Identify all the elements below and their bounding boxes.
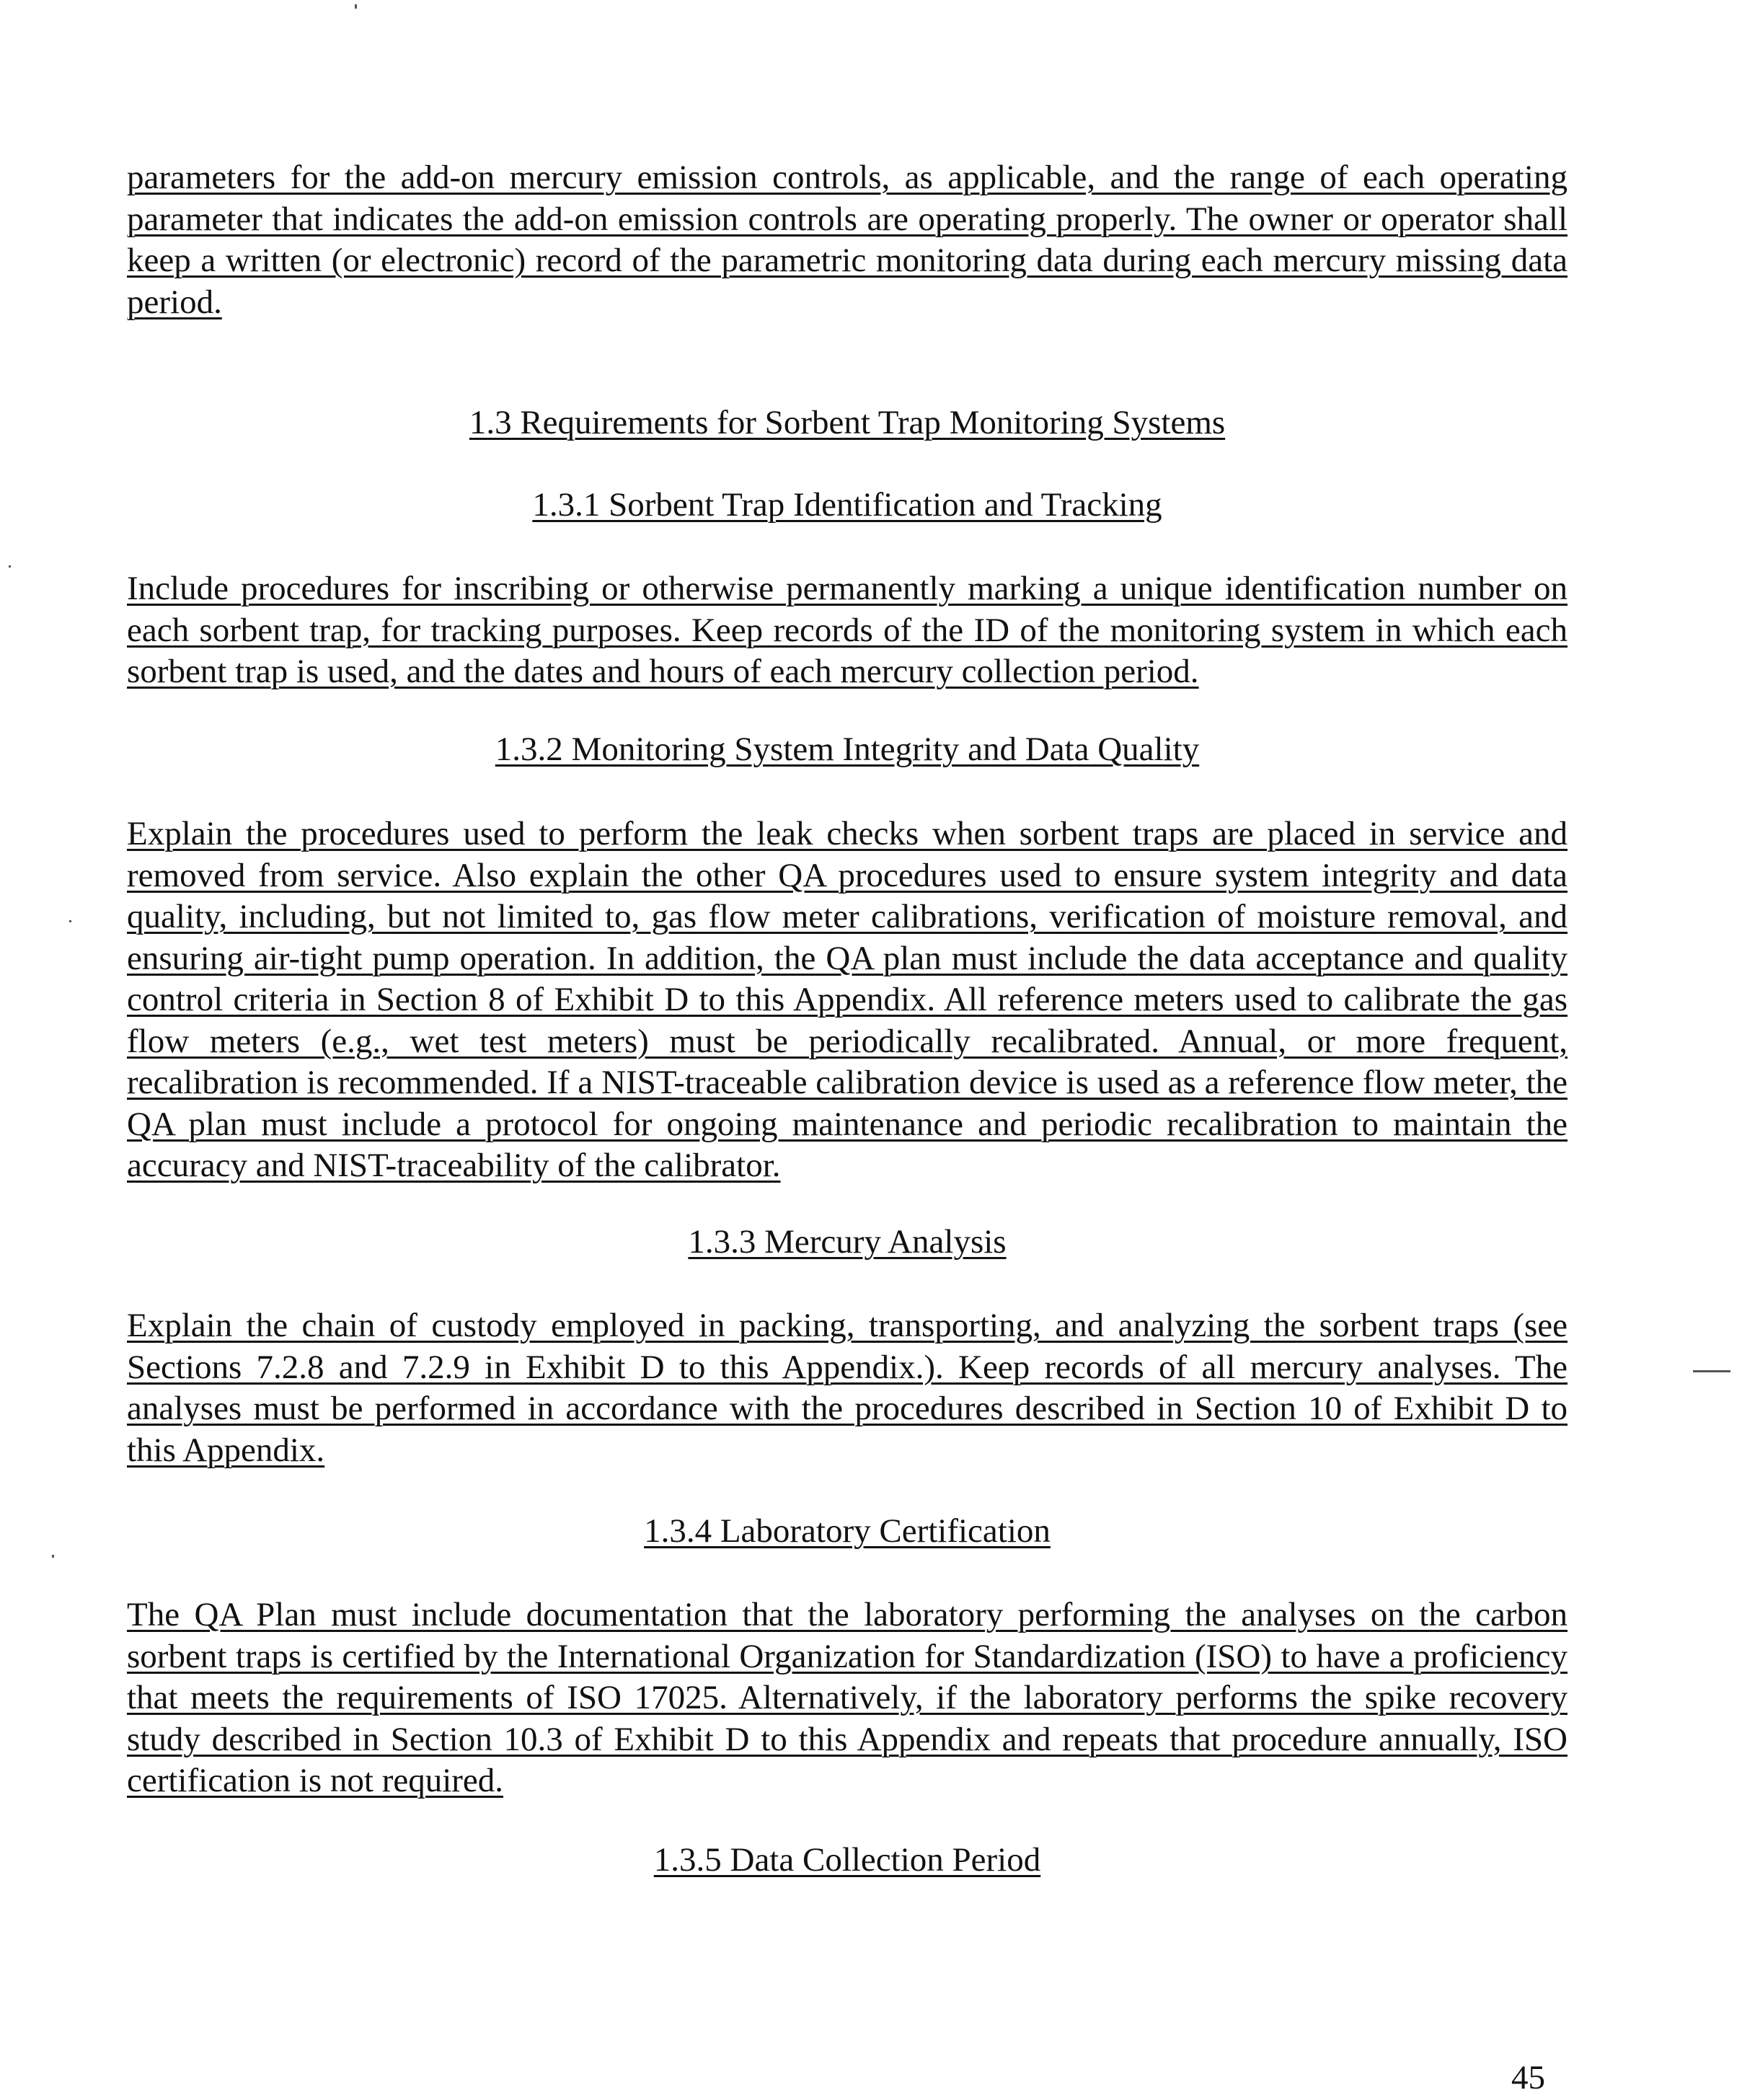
section-1-3-heading: 1.3 Requirements for Sorbent Trap Monitoring Systems bbox=[469, 404, 1226, 441]
identification-paragraph: Include procedures for inscribing or otherwise permanently marking a unique identification number on each sorbent trap, for tracking purposes. Keep records of the ID of the monitoring system in which each sorbent trap is used, and the dates and hours of each mercury collection period. bbox=[127, 570, 1568, 690]
intro-paragraph: parameters for the add-on mercury emission controls, as applicable, and the range of each operating parameter that indicates the add-on emission controls are operating properly. The owner or operator shall keep a written (or electronic) record of the parametric monitoring data during each mercury missing data period. bbox=[127, 159, 1568, 321]
page-number: 45 bbox=[1511, 2059, 1545, 2096]
section-1-3-2-heading: 1.3.2 Monitoring System Integrity and Data Quality bbox=[495, 731, 1200, 768]
scan-speck bbox=[69, 920, 71, 922]
section-1-3-5-heading: 1.3.5 Data Collection Period bbox=[653, 1841, 1041, 1879]
scan-speck bbox=[355, 4, 357, 9]
section-1-3-3-heading: 1.3.3 Mercury Analysis bbox=[688, 1223, 1007, 1261]
section-1-3-4-heading: 1.3.4 Laboratory Certification bbox=[644, 1512, 1051, 1550]
scan-speck bbox=[9, 565, 11, 568]
scan-speck bbox=[1693, 1370, 1730, 1372]
scan-speck bbox=[52, 1555, 54, 1558]
integrity-paragraph: Explain the procedures used to perform the leak checks when sorbent traps are placed in service and removed from service. Also explain the other QA procedures used to ensure system integrity and data quality, including, but not limited to, gas flow meter calibrations, verification of moisture removal, and ensuring air-tight pump operation. In addition, the QA plan must include the data acceptance and quality control criteria in Section 8 of Exhibit D to this Appendix. All reference meters used to calibrate the gas flow meters (e.g., wet test meters) must be periodically recalibrated. Annual, or more frequent, recalibration is recommended. If a NIST-traceable calibration device is used as a reference flow meter, the QA plan must include a protocol for ongoing maintenance and periodic recalibration to maintain the accuracy and NIST-traceability of the calibrator. bbox=[127, 815, 1568, 1184]
section-1-3-1-heading: 1.3.1 Sorbent Trap Identification and Tracking bbox=[532, 486, 1162, 524]
lab-certification-paragraph: The QA Plan must include documentation that the laboratory performing the analyses on the carbon sorbent traps is certified by the International Organization for Standardization (ISO) to have a proficiency that meets the requirements of ISO 17025. Alternatively, if the laboratory performs the spike recovery study described in Section 10.3 of Exhibit D to this Appendix and repeats that procedure annually, ISO certification is not required. bbox=[127, 1596, 1568, 1799]
mercury-analysis-paragraph: Explain the chain of custody employed in packing, transporting, and analyzing the sorbent traps (see Sections 7.2.8 and 7.2.9 in Exhibit D to this Appendix.). Keep records of all mercury analyses. The analyses must be performed in accordance with the procedures described in Section 10 of Exhibit D to this Appendix. bbox=[127, 1307, 1568, 1469]
